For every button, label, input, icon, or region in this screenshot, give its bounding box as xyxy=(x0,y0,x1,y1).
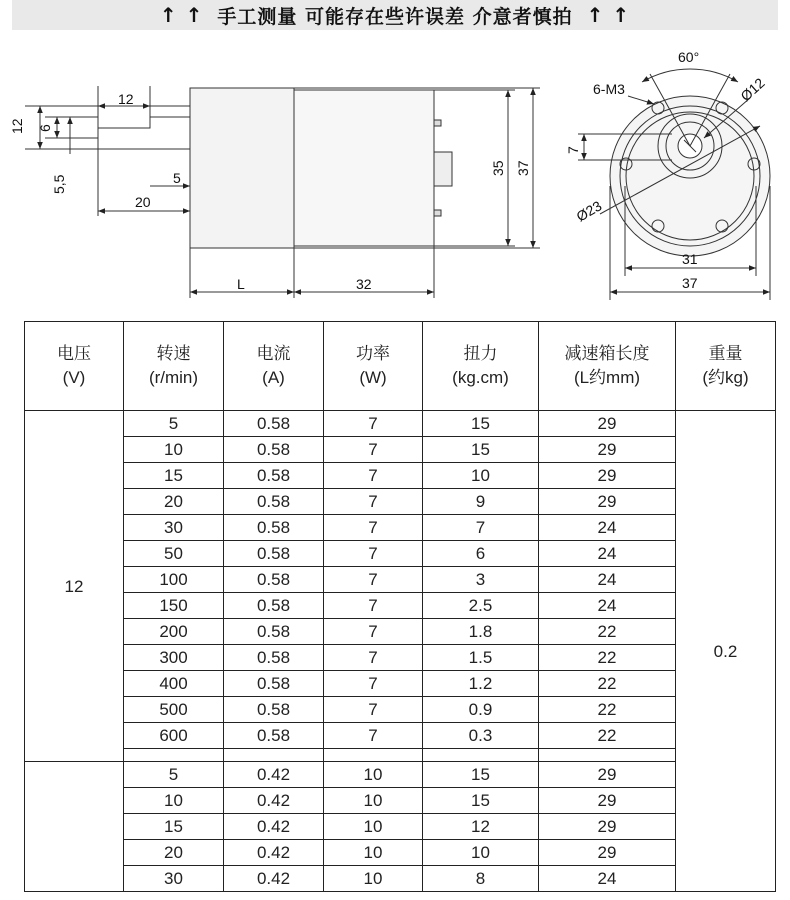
table-row xyxy=(25,645,776,671)
table-header-row xyxy=(25,322,776,411)
dim-label-6: 6 xyxy=(37,124,53,132)
table-cell: 29 xyxy=(539,463,676,489)
table-cell: 0.42 xyxy=(224,840,324,866)
dim-label-5-5: 5,5 xyxy=(51,174,67,194)
table-cell: 15 xyxy=(423,762,539,788)
column-header-unit: (r/min) xyxy=(148,368,199,387)
table-cell: 7 xyxy=(324,567,423,593)
table-cell: 0.42 xyxy=(224,814,324,840)
table-cell: 1.8 xyxy=(423,619,539,645)
table-row xyxy=(25,840,776,866)
terminal-top xyxy=(434,120,441,126)
table-row xyxy=(25,489,776,515)
separator-cell xyxy=(423,749,539,762)
column-header xyxy=(324,322,423,411)
table-row xyxy=(25,788,776,814)
dia-label-12: Ø12 xyxy=(737,74,768,105)
table-cell: 1.5 xyxy=(423,645,539,671)
table-cell: 0.9 xyxy=(423,697,539,723)
table-cell: 0.58 xyxy=(224,515,324,541)
thread-label-6-M3: 6-M3 xyxy=(593,81,625,97)
column-header-unit: (W) xyxy=(359,368,387,387)
column-header xyxy=(25,322,124,411)
outer-flange xyxy=(610,96,770,256)
gearbox-body xyxy=(190,88,294,248)
table-row xyxy=(25,541,776,567)
table-cell: 12 xyxy=(423,814,539,840)
separator-cell xyxy=(124,749,224,762)
table-cell: 10 xyxy=(324,814,423,840)
table-cell: 0.42 xyxy=(224,762,324,788)
table-cell: 5 xyxy=(124,411,224,437)
table-cell: 24 xyxy=(539,541,676,567)
table-cell: 15 xyxy=(124,814,224,840)
table-cell: 10 xyxy=(124,437,224,463)
table-cell: 8 xyxy=(423,866,539,892)
table-cell: 30 xyxy=(124,866,224,892)
table-cell: 400 xyxy=(124,671,224,697)
dim-label-5: 5 xyxy=(173,170,181,186)
table-cell: 7 xyxy=(324,671,423,697)
table-row xyxy=(25,411,776,437)
separator-cell xyxy=(539,749,676,762)
end-cap xyxy=(434,152,452,186)
table-cell: 20 xyxy=(124,840,224,866)
table-cell: 15 xyxy=(423,411,539,437)
table-cell: 50 xyxy=(124,541,224,567)
angle-label-60: 60° xyxy=(678,49,700,65)
table-cell: 2.5 xyxy=(423,593,539,619)
voltage-cell: 12 xyxy=(25,411,124,762)
column-header-unit: (约kg) xyxy=(702,368,749,387)
table-cell: 7 xyxy=(324,515,423,541)
table-row xyxy=(25,866,776,892)
table-cell: 10 xyxy=(423,463,539,489)
column-header-name: 转速 xyxy=(156,344,191,363)
column-header xyxy=(676,322,776,411)
column-header-unit: (L约mm) xyxy=(573,368,641,387)
table-cell: 0.58 xyxy=(224,697,324,723)
table-cell: 7 xyxy=(423,515,539,541)
table-cell: 100 xyxy=(124,567,224,593)
column-header-unit: (V) xyxy=(62,368,86,387)
side-view xyxy=(25,86,540,298)
shaft-flat xyxy=(98,106,150,128)
table-cell: 22 xyxy=(539,671,676,697)
table-cell: 10 xyxy=(124,788,224,814)
table-cell: 30 xyxy=(124,515,224,541)
dim-label-L: L xyxy=(237,276,245,292)
table-cell: 15 xyxy=(423,437,539,463)
table-cell: 7 xyxy=(324,697,423,723)
up-arrow-icon: ↑ xyxy=(586,3,605,27)
dia-label-23: Ø23 xyxy=(573,197,605,225)
table-cell: 0.58 xyxy=(224,593,324,619)
table-row xyxy=(25,593,776,619)
table-cell: 10 xyxy=(423,840,539,866)
table-cell: 0.58 xyxy=(224,411,324,437)
table-cell: 22 xyxy=(539,645,676,671)
column-header xyxy=(539,322,676,411)
table-row xyxy=(25,619,776,645)
table-cell: 500 xyxy=(124,697,224,723)
table-row xyxy=(25,437,776,463)
table-cell: 7 xyxy=(324,723,423,749)
table-cell: 0.58 xyxy=(224,645,324,671)
table-cell: 7 xyxy=(324,463,423,489)
table-row xyxy=(25,697,776,723)
table-cell: 1.2 xyxy=(423,671,539,697)
dim-label-12-left: 12 xyxy=(9,118,25,134)
dim-label-20: 20 xyxy=(135,194,151,210)
table-row xyxy=(25,814,776,840)
table-cell: 200 xyxy=(124,619,224,645)
table-cell: 7 xyxy=(324,645,423,671)
table-cell: 24 xyxy=(539,593,676,619)
measurement-notice-banner xyxy=(12,0,778,30)
column-header-name: 扭力 xyxy=(463,344,498,363)
table-cell: 7 xyxy=(324,411,423,437)
table-cell: 10 xyxy=(324,840,423,866)
dim-label-35: 35 xyxy=(490,160,506,176)
table-row xyxy=(25,567,776,593)
table-cell: 0.58 xyxy=(224,489,324,515)
table-cell: 7 xyxy=(324,619,423,645)
table-row xyxy=(25,463,776,489)
dim-label-12-top: 12 xyxy=(118,91,134,107)
dim-label-31: 31 xyxy=(682,251,698,267)
group-separator-row xyxy=(25,749,776,762)
voltage-cell xyxy=(25,762,124,892)
table-cell: 24 xyxy=(539,567,676,593)
table-cell: 29 xyxy=(539,788,676,814)
table-cell: 3 xyxy=(423,567,539,593)
table-cell: 0.58 xyxy=(224,541,324,567)
table-cell: 5 xyxy=(124,762,224,788)
table-cell: 0.58 xyxy=(224,671,324,697)
table-cell: 300 xyxy=(124,645,224,671)
table-cell: 22 xyxy=(539,619,676,645)
weight-cell: 0.2 xyxy=(676,411,776,892)
table-cell: 0.58 xyxy=(224,437,324,463)
front-view xyxy=(578,69,770,300)
spec-table-container xyxy=(24,321,775,892)
table-cell: 0.42 xyxy=(224,866,324,892)
table-cell: 7 xyxy=(324,489,423,515)
column-header-name: 重量 xyxy=(708,344,743,363)
table-cell: 24 xyxy=(539,515,676,541)
dim-label-32: 32 xyxy=(356,276,372,292)
table-cell: 7 xyxy=(324,541,423,567)
table-cell: 10 xyxy=(324,788,423,814)
table-cell: 29 xyxy=(539,840,676,866)
table-cell: 29 xyxy=(539,762,676,788)
up-arrow-icon: ↑ xyxy=(185,3,204,27)
separator-cell xyxy=(224,749,324,762)
table-cell: 9 xyxy=(423,489,539,515)
separator-cell xyxy=(324,749,423,762)
table-cell: 22 xyxy=(539,723,676,749)
dim-label-7: 7 xyxy=(565,146,581,154)
table-cell: 29 xyxy=(539,489,676,515)
column-header-name: 功率 xyxy=(356,344,390,363)
dim-label-37-front: 37 xyxy=(682,275,698,291)
table-row xyxy=(25,671,776,697)
table-cell: 29 xyxy=(539,411,676,437)
column-header xyxy=(124,322,224,411)
table-row xyxy=(25,723,776,749)
column-header-unit: (kg.cm) xyxy=(452,368,509,387)
table-cell: 29 xyxy=(539,814,676,840)
table-cell: 0.58 xyxy=(224,567,324,593)
table-cell: 0.58 xyxy=(224,723,324,749)
table-cell: 10 xyxy=(324,866,423,892)
table-cell: 22 xyxy=(539,697,676,723)
terminal-bottom xyxy=(434,210,441,216)
column-header-name: 电流 xyxy=(256,344,291,363)
table-cell: 15 xyxy=(423,788,539,814)
motor-body xyxy=(294,90,434,246)
table-cell: 6 xyxy=(423,541,539,567)
column-header xyxy=(423,322,539,411)
table-cell: 24 xyxy=(539,866,676,892)
table-cell: 600 xyxy=(124,723,224,749)
table-cell: 7 xyxy=(324,593,423,619)
table-cell: 7 xyxy=(324,437,423,463)
table-cell: 15 xyxy=(124,463,224,489)
column-header-name: 减速箱长度 xyxy=(564,344,650,363)
table-cell: 0.58 xyxy=(224,463,324,489)
table-cell: 20 xyxy=(124,489,224,515)
motor-spec-table xyxy=(24,321,776,892)
table-row xyxy=(25,515,776,541)
dim-label-37: 37 xyxy=(515,160,531,176)
table-cell: 0.42 xyxy=(224,788,324,814)
table-cell: 10 xyxy=(324,762,423,788)
notice-text: 手工测量 可能存在些许误差 介意者慎拍 xyxy=(217,5,573,28)
table-cell: 29 xyxy=(539,437,676,463)
column-header xyxy=(224,322,324,411)
table-cell: 0.3 xyxy=(423,723,539,749)
column-header-unit: (A) xyxy=(262,368,285,387)
column-header-name: 电压 xyxy=(57,344,91,363)
table-cell: 150 xyxy=(124,593,224,619)
motor-dimension-drawing xyxy=(0,36,790,306)
table-cell: 0.58 xyxy=(224,619,324,645)
table-row xyxy=(25,762,776,788)
up-arrow-icon: ↑ xyxy=(612,3,631,27)
up-arrow-icon: ↑ xyxy=(159,3,178,27)
